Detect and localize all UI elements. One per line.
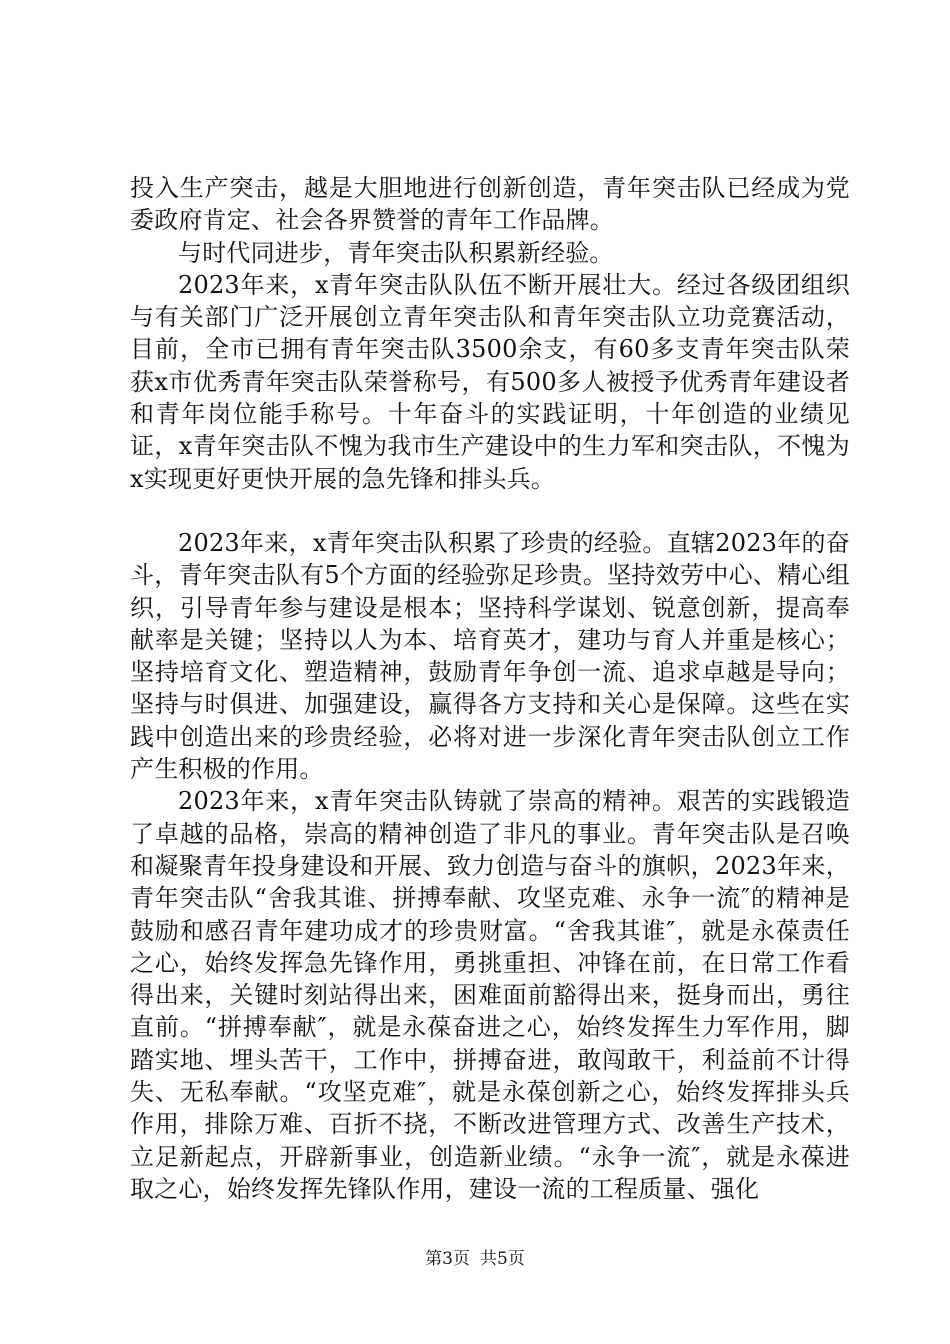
page-number-current: 第3页 (425, 1249, 470, 1269)
page-number-total: 共5页 (480, 1249, 525, 1269)
paragraph-spirit: 2023年来，x青年突击队铸就了崇高的精神。艰苦的实践锻造了卓越的品格，崇高的精神创造了非凡的事业。青年突击队是召唤和凝聚青年投身建设和开展、致力创造与奋斗的旗帜，2023年来，青年突击队“舍我其谁、拼搏奉献、攻坚克难、永争一流″的精神是鼓励和感召青年建功成才的珍贵财富。“舍我其谁″，就是永葆责任之心，始终发挥急先锋作用，勇挑重担、冲锋在前，在日常工作看得出来，关键时刻站得出来，困难面前豁得出来，挺身而出，勇往直前。“拼搏奉献″，就是永葆奋进之心，始终发挥生力军作用，脚踏实地、埋头苦干，工作中，拼搏奋进，敢闯敢干，利益前不计得失、无私奉献。“攻坚克难″，就是永葆创新之心，始终发挥排头兵作用，排除万难、百折不挠，不断改进管理方式、改善生产技术，立足新起点，开辟新事业，创造新业绩。“永争一流″，就是永葆进取之心，始终发挥先锋队作用，建设一流的工程质量、强化 (130, 787, 850, 1203)
page-footer (0, 1244, 950, 1269)
paragraph-subheading: 与时代同进步，青年突击队积累新经验。 (178, 238, 614, 267)
paragraph-continuation: 投入生产突击，越是大胆地进行创新创造，青年突击队已经成为党委政府肯定、社会各界赞誉的青年工作品牌。 (130, 174, 850, 235)
paragraph-experience: 2023年来，x青年突击队积累了珍贵的经验。直辖2023年的奋斗，青年突击队有5个方面的经验弥足珍贵。坚持效劳中心、精心组织，引导青年参与建设是根本；坚持科学谋划、锐意创新，提高奉献率是关键；坚持以人为本、培育英才，建功与育人并重是核心；坚持培育文化、塑造精神，鼓励青年争创一流、追求卓越是导向；坚持与时俱进、加强建设，赢得各方支持和关心是保障。这些在实践中创造出来的珍贵经验，必将对进一步深化青年突击队创立工作产生积极的作用。 (130, 528, 850, 784)
paragraph-team-growth: 2023年来，x青年突击队队伍不断开展壮大。经过各级团组织与有关部门广泛开展创立青年突击队和青年突击队立功竞赛活动，目前，全市已拥有青年突击队3500余支，有60多支青年突击队荣获x市优秀青年突击队荣誉称号，有500多人被授予优秀青年建设者和青年岗位能手称号。十年奋斗的实践证明，十年创造的业绩见证，x青年突击队不愧为我市生产建设中的生力军和突击队，不愧为x实现更好更快开展的急先锋和排头兵。 (130, 270, 850, 493)
document-body (130, 172, 850, 1205)
